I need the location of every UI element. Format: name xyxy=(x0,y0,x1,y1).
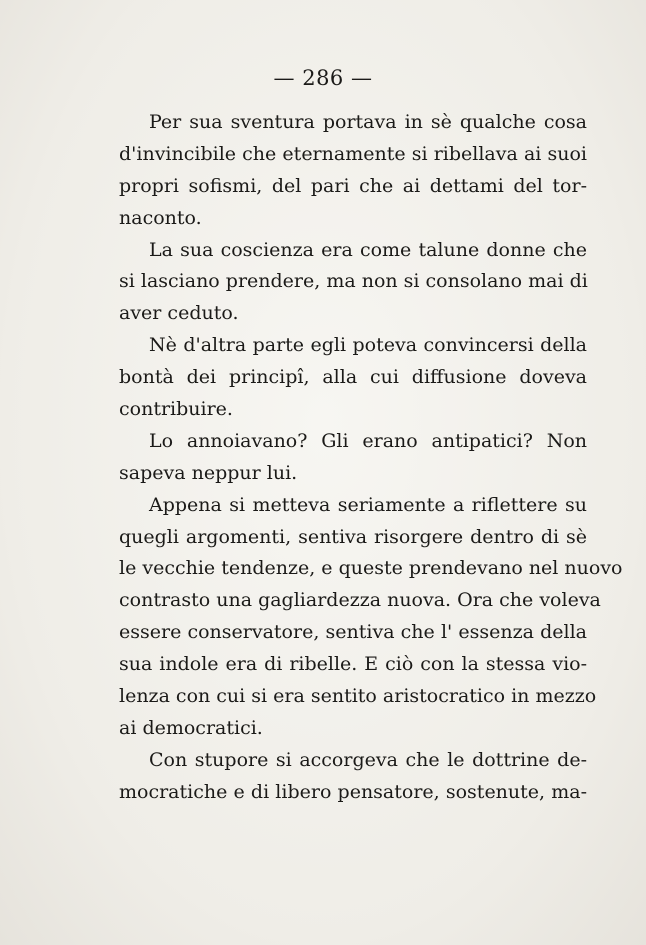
text-line: propri sofismi, del pari che ai dettami del tor- xyxy=(119,174,587,197)
text-line: Appena si metteva seriamente a riflettere su xyxy=(149,493,587,516)
text-line: Lo annoiavano? Gli erano antipatici? Non xyxy=(149,429,587,452)
page-number: — 286 — xyxy=(273,66,373,90)
text-line: Per sua sventura portava in sè qualche cosa xyxy=(149,111,587,133)
body-text xyxy=(119,107,623,809)
text-line: d'invincibile che eternamente si ribellava ai suoi xyxy=(119,142,587,165)
text-line: mocratiche e di libero pensatore, sostenute, ma- xyxy=(119,780,587,803)
text-line: Nè d'altra parte egli poteva convincersi della xyxy=(149,334,587,357)
text-line: essere conservatore, sentiva che l' essenza della xyxy=(119,621,587,644)
text-line: contrasto una gagliardezza nuova. Ora che voleva xyxy=(119,589,601,612)
text-line: si lasciano prendere, ma non si consolano mai di xyxy=(119,270,588,293)
text-line: La sua coscienza era come talune donne che xyxy=(149,238,587,261)
text-line: naconto. xyxy=(119,206,202,229)
text-line: lenza con cui si era sentito aristocratico in mezzo xyxy=(119,685,597,708)
text-line: Con stupore si accorgeva che le dottrine de- xyxy=(149,748,587,771)
text-line: sua indole era di ribelle. E ciò con la stessa vio- xyxy=(119,653,587,676)
text-line: contribuire. xyxy=(119,398,233,421)
text-line: quegli argomenti, sentiva risorgere dentro di sè xyxy=(119,525,587,548)
text-line: sapeva neppur lui. xyxy=(119,461,298,484)
text-line: bontà dei principî, alla cui diffusione doveva xyxy=(119,366,587,389)
text-line: ai democratici. xyxy=(119,716,263,739)
text-line: le vecchie tendenze, e queste prendevano nel nuovo xyxy=(119,557,623,580)
text-line: aver ceduto. xyxy=(119,302,239,325)
